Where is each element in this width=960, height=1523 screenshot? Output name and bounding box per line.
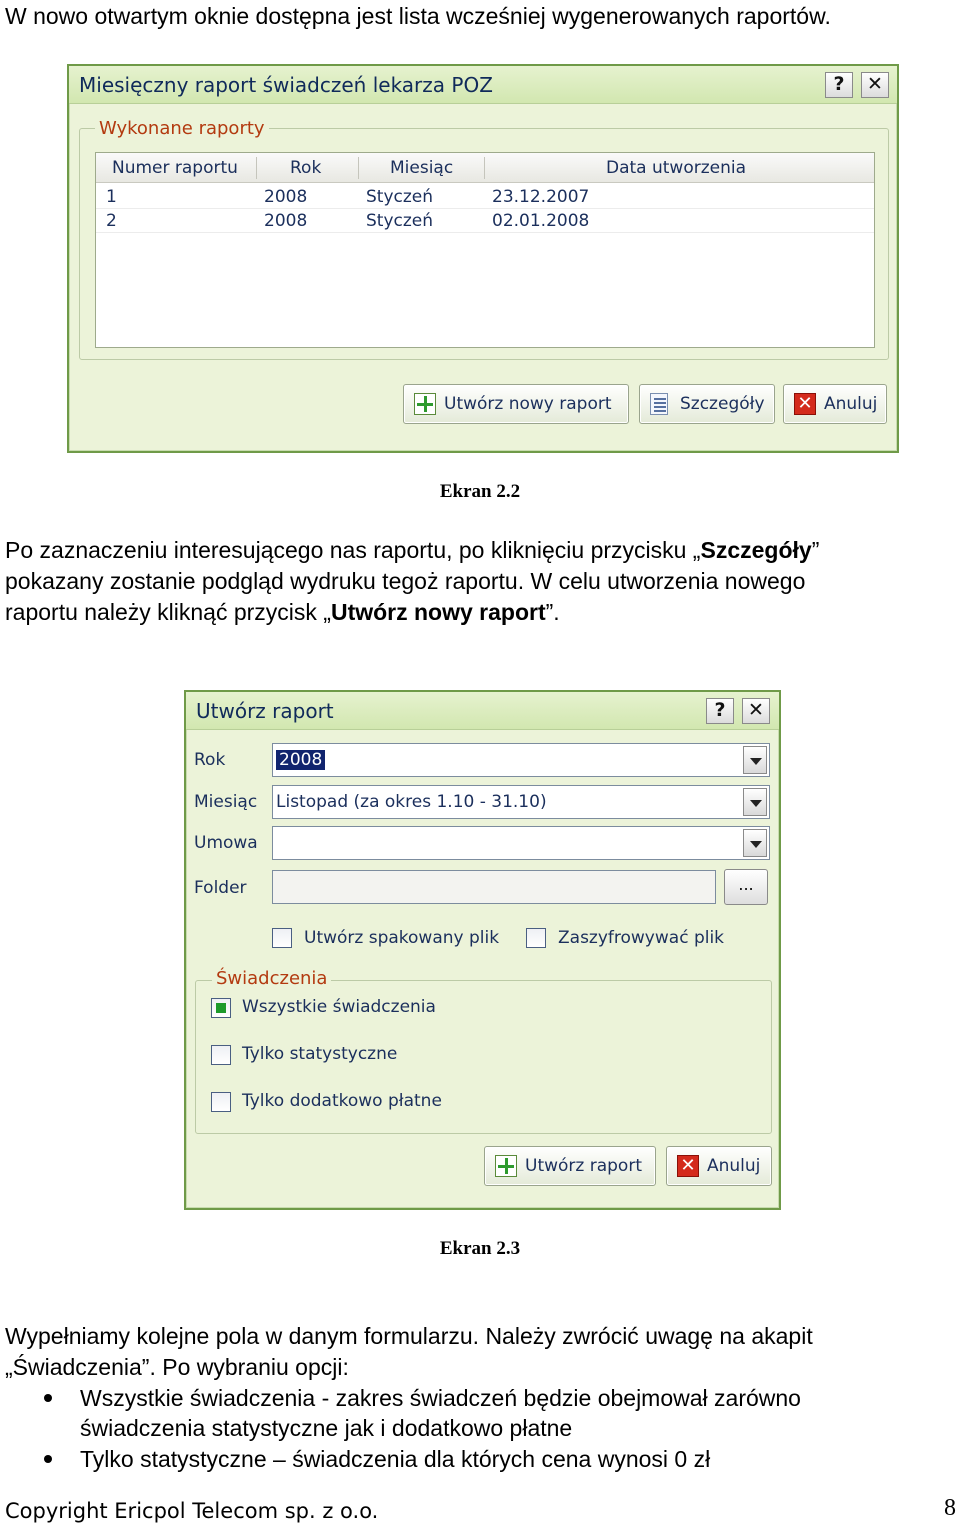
paragraph-line: Wypełniamy kolejne pola w danym formularzu. Należy zwrócić uwagę na akapit (5, 1323, 813, 1349)
footer-copyright: Copyright Ericpol Telecom sp. z o.o. (5, 1499, 379, 1523)
paragraph-line (5, 535, 819, 566)
paragraph-line: pokazany zostanie podgląd wydruku tegoż raportu. W celu utworzenia nowego (5, 568, 806, 594)
bullet-line: Wszystkie świadczenia - zakres świadczeń będzie obejmował zarówno (80, 1385, 801, 1411)
bullet-line: Tylko statystyczne – świadczenia dla których cena wynosi 0 zł (80, 1446, 711, 1472)
caption-screen-2-3: Ekran 2.3 (439, 1238, 521, 1259)
contract-label: Umowa (194, 833, 258, 853)
text-run: ”. (545, 599, 560, 625)
year-label: Rok (194, 750, 226, 770)
close-button[interactable]: ✕ (742, 698, 770, 724)
browse-folder-button[interactable]: ... (724, 869, 768, 905)
contract-select[interactable] (272, 826, 770, 860)
cancel-label: Anuluj (707, 1156, 761, 1176)
create-report-window (184, 690, 781, 1210)
column-header-month[interactable]: Miesiąc (390, 158, 454, 178)
services-group-label: Świadczenia (212, 968, 331, 989)
create-new-report-button[interactable] (403, 384, 629, 424)
year-value: 2008 (276, 750, 325, 770)
encrypt-file-checkbox[interactable] (526, 928, 546, 948)
chevron-down-icon[interactable] (743, 788, 767, 816)
plus-icon (495, 1155, 517, 1177)
zip-file-checkbox[interactable] (272, 928, 292, 948)
bullet-dot (44, 1394, 52, 1402)
create-report-titlebar (186, 692, 779, 730)
cell-year: 2008 (264, 211, 308, 231)
encrypt-file-label: Zaszyfrowywać plik (558, 928, 725, 948)
help-button[interactable]: ? (706, 698, 734, 724)
column-separator (256, 157, 257, 179)
cancel-label: Anuluj (824, 394, 878, 414)
intro-text: W nowo otwartym oknie dostępna jest lista wcześniej wygenerowanych raportów. (5, 3, 831, 29)
bullet-line: świadczenia statystyczne jak i dodatkowo płatne (80, 1415, 573, 1441)
plus-icon (414, 393, 436, 415)
text-run: raportu należy kliknąć przycisk „ (5, 599, 331, 625)
create-new-report-label: Utwórz nowy raport (444, 394, 612, 414)
details-button[interactable] (639, 384, 775, 424)
cancel-x-icon: ✕ (677, 1155, 699, 1177)
column-separator (358, 157, 359, 179)
cell-year: 2008 (264, 187, 308, 207)
cell-number: 1 (106, 187, 117, 207)
text-run: ” (811, 537, 820, 563)
cell-created: 02.01.2008 (492, 211, 590, 231)
caption-screen-2-2: Ekran 2.2 (439, 481, 521, 502)
reports-group-label: Wykonane raporty (95, 118, 269, 139)
cancel-button[interactable] (666, 1146, 772, 1186)
chevron-down-icon[interactable] (743, 746, 767, 774)
chevron-down-icon[interactable] (743, 829, 767, 857)
cell-created: 23.12.2007 (492, 187, 590, 207)
column-header-number[interactable]: Numer raportu (112, 158, 238, 178)
help-button[interactable]: ? (825, 72, 853, 98)
statistical-only-label: Tylko statystyczne (242, 1044, 398, 1064)
reports-window-titlebar (69, 66, 897, 104)
column-separator (484, 157, 485, 179)
paragraph-line: „Świadczenia”. Po wybraniu opcji: (5, 1354, 349, 1380)
reports-table[interactable] (95, 152, 875, 348)
cell-month: Styczeń (366, 211, 434, 231)
reports-window (67, 64, 899, 453)
paragraph-line (5, 597, 560, 628)
cell-number: 2 (106, 211, 117, 231)
text-run: Po zaznaczeniu interesującego nas raportu, po kliknięciu przycisku „ (5, 537, 701, 563)
column-header-year[interactable]: Rok (290, 158, 322, 178)
all-services-label: Wszystkie świadczenia (242, 997, 436, 1017)
paid-only-label: Tylko dodatkowo płatne (242, 1091, 442, 1111)
details-list-icon (650, 393, 668, 415)
create-report-title: Utwórz raport (196, 699, 334, 723)
bullet-dot (44, 1455, 52, 1463)
year-select[interactable] (272, 743, 770, 777)
bold-run: Utwórz nowy raport (330, 599, 546, 625)
cancel-x-icon: ✕ (794, 393, 816, 415)
paid-only-option[interactable] (211, 1092, 231, 1112)
close-button[interactable]: ✕ (861, 72, 889, 98)
create-report-label: Utwórz raport (525, 1156, 642, 1176)
month-label: Miesiąc (194, 792, 258, 812)
table-row[interactable] (96, 209, 874, 233)
zip-file-label: Utwórz spakowany plik (304, 928, 500, 948)
cell-month: Styczeń (366, 187, 434, 207)
cancel-button[interactable] (783, 384, 887, 424)
page-number: 8 (944, 1495, 956, 1521)
details-label: Szczegóły (680, 394, 765, 414)
table-row[interactable] (96, 185, 874, 209)
folder-label: Folder (194, 878, 247, 898)
month-select[interactable] (272, 785, 770, 819)
statistical-only-option[interactable] (211, 1045, 231, 1065)
column-header-created[interactable]: Data utworzenia (606, 158, 747, 178)
reports-table-header (96, 153, 874, 183)
folder-field[interactable] (272, 870, 716, 904)
month-value: Listopad (za okres 1.10 - 31.10) (276, 792, 547, 812)
reports-window-title: Miesięczny raport świadczeń lekarza POZ (79, 73, 493, 97)
bold-run: Szczegóły (700, 537, 812, 563)
create-report-button[interactable] (484, 1146, 656, 1186)
all-services-option[interactable] (211, 998, 231, 1018)
